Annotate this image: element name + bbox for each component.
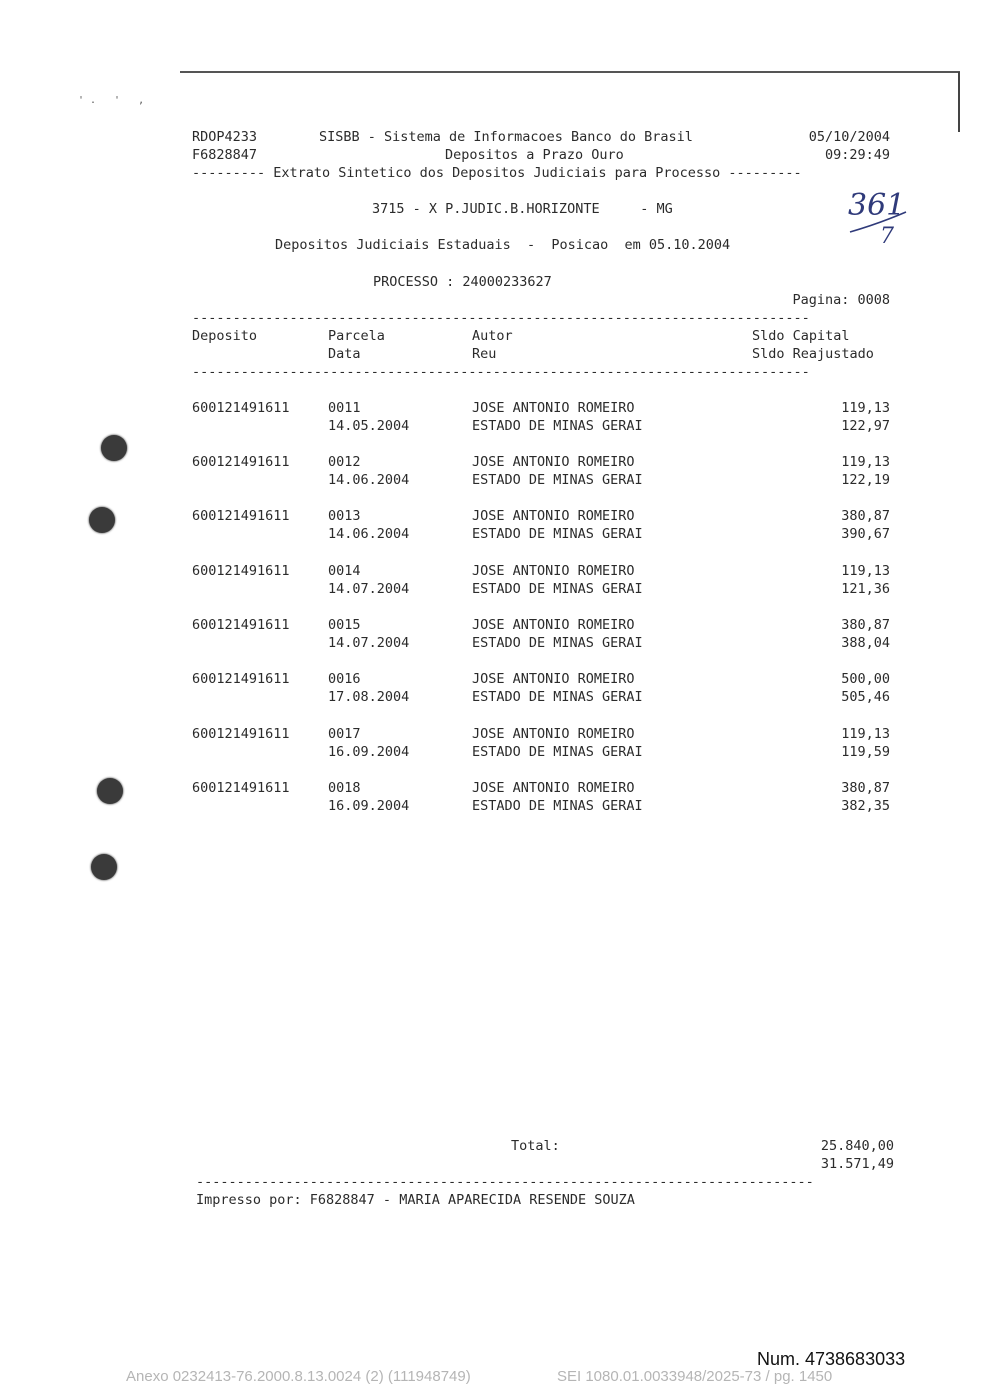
report-date: 05/10/2004 xyxy=(808,129,890,145)
handwritten-folio-stroke xyxy=(848,206,910,236)
separator-line: ---------------------------------------------------------------------------- xyxy=(192,310,810,326)
punch-hole xyxy=(101,435,127,461)
row-data: 14.07.2004 xyxy=(328,635,410,651)
row-reajustado: 121,36 xyxy=(841,581,890,597)
column-data: Data xyxy=(328,346,361,362)
program-code: RDOP4233 xyxy=(192,129,258,145)
separator-line: ---------------------------------------------------------------------------- xyxy=(196,1174,814,1190)
row-parcela: 0017 xyxy=(328,726,361,742)
row-capital: 119,13 xyxy=(841,563,890,579)
row-reu: ESTADO DE MINAS GERAI xyxy=(472,581,643,597)
row-capital: 380,87 xyxy=(841,617,890,633)
column-saldo-reajustado: Sldo Reajustado xyxy=(752,346,874,362)
row-parcela: 0012 xyxy=(328,454,361,470)
row-deposito: 600121491611 xyxy=(192,454,290,470)
row-reajustado: 388,04 xyxy=(841,635,890,651)
row-deposito: 600121491611 xyxy=(192,780,290,796)
column-autor: Autor xyxy=(472,328,513,344)
row-parcela: 0015 xyxy=(328,617,361,633)
row-capital: 380,87 xyxy=(841,508,890,524)
total-capital: 25.840,00 xyxy=(820,1138,894,1154)
punch-hole xyxy=(91,854,117,880)
system-name: SISBB - Sistema de Informacoes Banco do Brasil xyxy=(319,129,693,145)
total-reajustado: 31.571,49 xyxy=(820,1156,894,1172)
column-reu: Reu xyxy=(472,346,497,362)
row-parcela: 0014 xyxy=(328,563,361,579)
row-deposito: 600121491611 xyxy=(192,671,290,687)
scan-page-edge-right xyxy=(958,72,960,132)
column-parcela: Parcela xyxy=(328,328,385,344)
punch-hole xyxy=(89,507,115,533)
row-parcela: 0016 xyxy=(328,671,361,687)
row-data: 17.08.2004 xyxy=(328,689,410,705)
page-number: Pagina: 0008 xyxy=(792,292,890,308)
row-parcela: 0013 xyxy=(328,508,361,524)
separator-line: ---------------------------------------------------------------------------- xyxy=(192,364,810,380)
row-data: 14.06.2004 xyxy=(328,472,410,488)
report-time: 09:29:49 xyxy=(824,147,890,163)
row-capital: 119,13 xyxy=(841,454,890,470)
report-title: --------- Extrato Sintetico dos Depositos Judiciais para Processo --------- xyxy=(192,165,802,181)
row-autor: JOSE ANTONIO ROMEIRO xyxy=(472,508,635,524)
row-deposito: 600121491611 xyxy=(192,726,290,742)
handwritten-folio-number: 361 xyxy=(848,188,906,223)
total-label: Total: xyxy=(511,1138,560,1154)
row-reajustado: 122,97 xyxy=(841,418,890,434)
row-parcela: 0011 xyxy=(328,400,361,416)
row-autor: JOSE ANTONIO ROMEIRO xyxy=(472,726,635,742)
printed-by: Impresso por: F6828847 - MARIA APARECIDA RESENDE SOUZA xyxy=(196,1192,635,1208)
row-deposito: 600121491611 xyxy=(192,508,290,524)
handwritten-folio-sub: 7 xyxy=(880,224,894,249)
row-deposito: 600121491611 xyxy=(192,563,290,579)
row-autor: JOSE ANTONIO ROMEIRO xyxy=(472,563,635,579)
row-data: 14.05.2004 xyxy=(328,418,410,434)
row-reu: ESTADO DE MINAS GERAI xyxy=(472,472,643,488)
row-capital: 119,13 xyxy=(841,400,890,416)
row-reajustado: 119,59 xyxy=(841,744,890,760)
row-reajustado: 122,19 xyxy=(841,472,890,488)
row-deposito: 600121491611 xyxy=(192,617,290,633)
row-deposito: 600121491611 xyxy=(192,400,290,416)
row-reu: ESTADO DE MINAS GERAI xyxy=(472,418,643,434)
row-data: 16.09.2004 xyxy=(328,798,410,814)
row-parcela: 0018 xyxy=(328,780,361,796)
scan-specks: '. ' , xyxy=(78,95,151,106)
scan-page-edge-top xyxy=(180,71,960,73)
row-capital: 119,13 xyxy=(841,726,890,742)
product-name: Depositos a Prazo Ouro xyxy=(445,147,624,163)
court-name: 3715 - X P.JUDIC.B.HORIZONTE - MG xyxy=(372,201,673,217)
footer-sei: SEI 1080.01.0033948/2025-73 / pg. 1450 xyxy=(557,1368,833,1385)
row-reajustado: 382,35 xyxy=(841,798,890,814)
row-reu: ESTADO DE MINAS GERAI xyxy=(472,689,643,705)
row-reu: ESTADO DE MINAS GERAI xyxy=(472,526,643,542)
position-line: Depositos Judiciais Estaduais - Posicao em 05.10.2004 xyxy=(275,237,731,253)
row-data: 14.07.2004 xyxy=(328,581,410,597)
row-data: 16.09.2004 xyxy=(328,744,410,760)
row-capital: 500,00 xyxy=(841,671,890,687)
process-number: PROCESSO : 24000233627 xyxy=(373,274,552,290)
document-num: Num. 4738683033 xyxy=(757,1349,906,1369)
row-reu: ESTADO DE MINAS GERAI xyxy=(472,635,643,651)
row-data: 14.06.2004 xyxy=(328,526,410,542)
column-saldo-capital: Sldo Capital xyxy=(752,328,850,344)
row-reajustado: 505,46 xyxy=(841,689,890,705)
row-reu: ESTADO DE MINAS GERAI xyxy=(472,744,643,760)
row-reajustado: 390,67 xyxy=(841,526,890,542)
row-autor: JOSE ANTONIO ROMEIRO xyxy=(472,780,635,796)
operator-code: F6828847 xyxy=(192,147,258,163)
column-deposito: Deposito xyxy=(192,328,258,344)
punch-hole xyxy=(97,778,123,804)
footer-anexo: Anexo 0232413-76.2000.8.13.0024 (2) (111948749) xyxy=(126,1368,471,1385)
row-autor: JOSE ANTONIO ROMEIRO xyxy=(472,617,635,633)
row-autor: JOSE ANTONIO ROMEIRO xyxy=(472,671,635,687)
row-capital: 380,87 xyxy=(841,780,890,796)
row-reu: ESTADO DE MINAS GERAI xyxy=(472,798,643,814)
row-autor: JOSE ANTONIO ROMEIRO xyxy=(472,454,635,470)
row-autor: JOSE ANTONIO ROMEIRO xyxy=(472,400,635,416)
